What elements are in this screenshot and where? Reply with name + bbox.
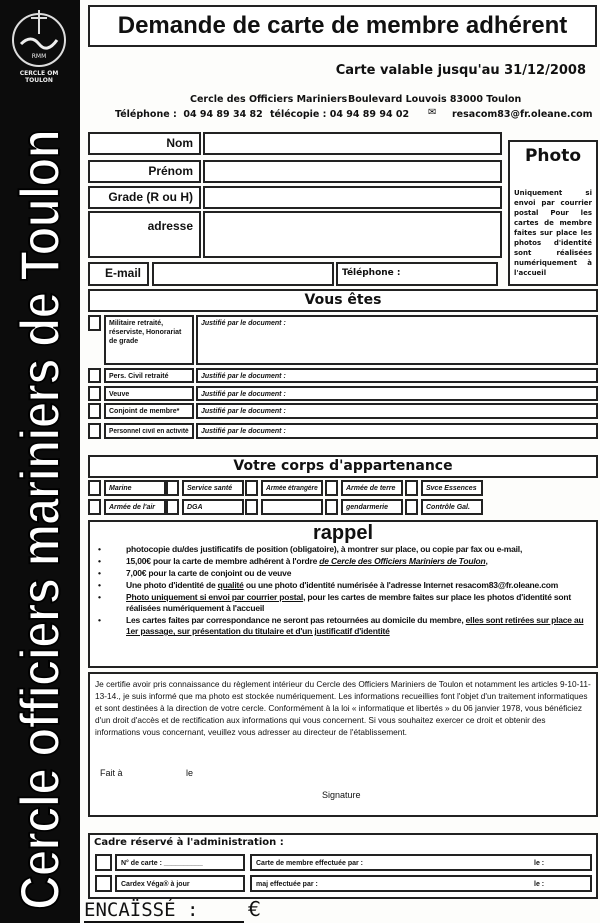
corps-checkbox[interactable] [166,499,179,515]
rappel-emphasis: elles sont retirées sur place au 1er passage, sur présentation du titulaire et d'un justificatif d'identité [126,615,584,636]
made-by-field[interactable] [250,854,592,871]
nom-input[interactable] [203,132,502,155]
grade-input[interactable] [203,186,502,209]
certify-text: Je certifie avoir pris connaissance du règlement intérieur du Cercle des Officiers Mariniers de Toulon et notamment les articles 9-10-11-13-14., je suis informé que ma photo est stockée numériquement. Les informations recueillies font l'objet d'un traitement informatiques et sont destinées à la direction de votre cercle. Conformément à la loi « informatique et libertés » du 06 janvier 1978, vous bénéficiez d'un droit d'accès et de rectification aux informations qui vous concernent. Si vous souhaitez exercer ce droit et obtenir des informations vous concernant, veuillez vous adresser au directeur de l'établissement. [95,679,591,737]
page-title: Demande de carte de membre adhérent [88,5,597,47]
justification-field[interactable] [196,386,598,401]
email-input[interactable] [152,262,334,286]
justification-field[interactable] [196,368,598,383]
corps-option-label: Svce Essences [426,485,477,492]
rappel-title: rappel [312,522,374,544]
logo-caption: CERCLE OM [19,70,59,77]
admin-title: Cadre réservé à l'administration : [94,837,284,848]
rappel-emphasis: Photo uniquement si envoi par courrier postal [126,592,304,602]
justification-field[interactable] [196,403,598,419]
justification-label: Justifié par le document : [201,320,286,327]
justification-label: Justifié par le document : [201,408,286,415]
corps-option [182,480,244,496]
status-label-text: Personnel civil en activité [109,428,189,435]
corps-option [182,499,244,515]
corps-option-label: Contrôle Gal. [426,504,470,511]
rappel-item [96,580,590,591]
rappel-text: photocopie du/des justificatifs de position (obligatoire), à montrer sur place, ou copie par fax ou e-mail, [126,544,523,554]
rappel-item [96,592,590,614]
rappel-text: 15,00€ pour la carte de membre adhérent à l'ordre [126,556,320,566]
corps-header: Votre corps d'appartenance [88,455,598,478]
cardex-checkbox[interactable] [95,875,112,892]
certify-box [88,672,598,817]
rappel-item [96,615,590,637]
corps-checkbox[interactable] [325,499,338,515]
corps-checkbox[interactable] [325,480,338,496]
org-fax: télécopie : 04 94 89 94 02 [270,109,410,120]
status-label-text: Militaire retraité, réserviste, Honorariat de grade [109,320,182,345]
handwritten-encaisse: ENCAÏSSÉ : [84,899,244,923]
rappel-emphasis: de Cercle des Officiers Mariniers de Toulon [319,556,486,566]
corps-option-label: DGA [187,504,203,511]
corps-checkbox[interactable] [245,480,258,496]
corps-option [421,480,483,496]
corps-checkbox[interactable] [166,480,179,496]
telephone-input[interactable] [336,262,498,286]
corps-option-label: Armée de terre [346,485,396,492]
status-label-text: Conjoint de membre* [109,408,180,415]
status-label [104,403,194,419]
status-label [104,386,194,401]
club-logo [6,4,72,100]
org-phone: Téléphone : 04 94 89 34 82 [115,109,263,120]
prenom-label: Prénom [88,160,201,183]
rappel-text: ou une photo d'identité numérisée à l'adresse Internet resacom83@fr.oleane.com [243,580,559,590]
rappel-box [88,520,598,668]
status-checkbox[interactable] [88,386,101,401]
corps-option-label: Armée de l'air [109,504,156,511]
sidebar-banner [0,0,80,923]
cardex-field [115,875,245,892]
fait-a-label: Fait à [100,768,123,778]
made-by-label: Carte de membre effectuée par : [256,860,363,867]
corps-checkbox[interactable] [245,499,258,515]
corps-option-label: Marine [109,485,132,492]
rappel-text: , pour les cartes de membre faites sur place les photos d'identité sont réalisées numériquement à l'accueil [126,592,572,613]
status-label [104,368,194,383]
handwritten-euro: € [248,897,261,921]
justification-label: Justifié par le document : [201,391,286,398]
corps-checkbox[interactable] [88,480,101,496]
rappel-list [90,544,596,637]
corps-option [104,499,166,515]
status-label-text: Pers. Civil retraité [109,373,169,380]
justification-field[interactable] [196,423,598,439]
corps-option [261,499,323,515]
corps-option [421,499,483,515]
status-checkbox[interactable] [88,423,101,439]
admin-box [88,833,598,899]
corps-option [261,480,323,496]
vertical-title: Cercle officiers mariniers de Toulon [8,130,71,910]
made-date-label: le : [534,860,545,867]
cardex-label: Cardex Véga® à jour [121,881,190,888]
maj-by-label: maj effectuée par : [256,881,318,888]
anchor-emblem-icon [9,4,69,70]
status-label [104,423,194,439]
logo-text: RMM [31,53,47,60]
corps-checkbox[interactable] [88,499,101,515]
photo-box [508,140,598,286]
logo-caption: TOULON [25,77,53,84]
signature-label: Signature [322,790,361,800]
rappel-item [96,556,590,567]
telephone-label: Téléphone : [342,268,401,278]
adresse-input[interactable] [203,211,502,258]
status-checkbox[interactable] [88,403,101,419]
date-label: le [186,768,194,778]
corps-option [341,499,403,515]
rappel-item [96,568,590,579]
card-number-label: N° de carte : __________ [121,860,203,867]
status-checkbox[interactable] [88,315,101,331]
nom-label: Nom [88,132,201,155]
grade-label: Grade (R ou H) [88,186,201,209]
corps-option-label: Service santé [187,485,233,492]
corps-checkbox[interactable] [405,499,418,515]
photo-title: Photo [524,146,582,166]
justification-label: Justifié par le document : [201,373,286,380]
maj-by-field[interactable] [250,875,592,892]
justification-label: Justifié par le document : [201,428,286,435]
rappel-text: 7,00€ pour la carte de conjoint ou de veuve [126,568,292,578]
org-email: resacom83@fr.oleane.com [452,109,593,120]
email-label: E-mail [88,262,149,286]
validity-text: Carte valable jusqu'au 31/12/2008 [335,63,586,78]
status-label-text: Veuve [109,391,130,398]
corps-option-label: Armée étrangère [266,485,318,492]
mail-icon: ✉ [428,107,437,118]
rappel-text: Les cartes faites par correspondance ne seront pas retournées au domicile du membre, [126,615,466,625]
photo-note: Uniquement si envoi par courrier postal Pour les cartes de membre faites sur place les photos d'identité sont réalisées numériquement à l'accueil [514,189,592,277]
card-checkbox[interactable] [95,854,112,871]
corps-option [341,480,403,496]
rappel-emphasis: qualité [217,580,244,590]
corps-option-label: gendarmerie [346,504,389,511]
org-name: Cercle des Officiers Mariniers [190,94,348,105]
vous-etes-header: Vous êtes [88,289,598,312]
rappel-item [96,544,590,555]
card-number-field[interactable] [115,854,245,871]
status-label [104,315,194,365]
maj-date-label: le : [534,881,545,888]
rappel-text: , [485,556,488,566]
status-checkbox[interactable] [88,368,101,383]
corps-option [104,480,166,496]
corps-checkbox[interactable] [405,480,418,496]
rappel-text: Une photo d'identité de [126,580,218,590]
org-address: Boulevard Louvois 83000 Toulon [348,94,522,105]
prenom-input[interactable] [203,160,502,183]
justification-field[interactable] [196,315,598,365]
adresse-label: adresse [88,211,201,258]
